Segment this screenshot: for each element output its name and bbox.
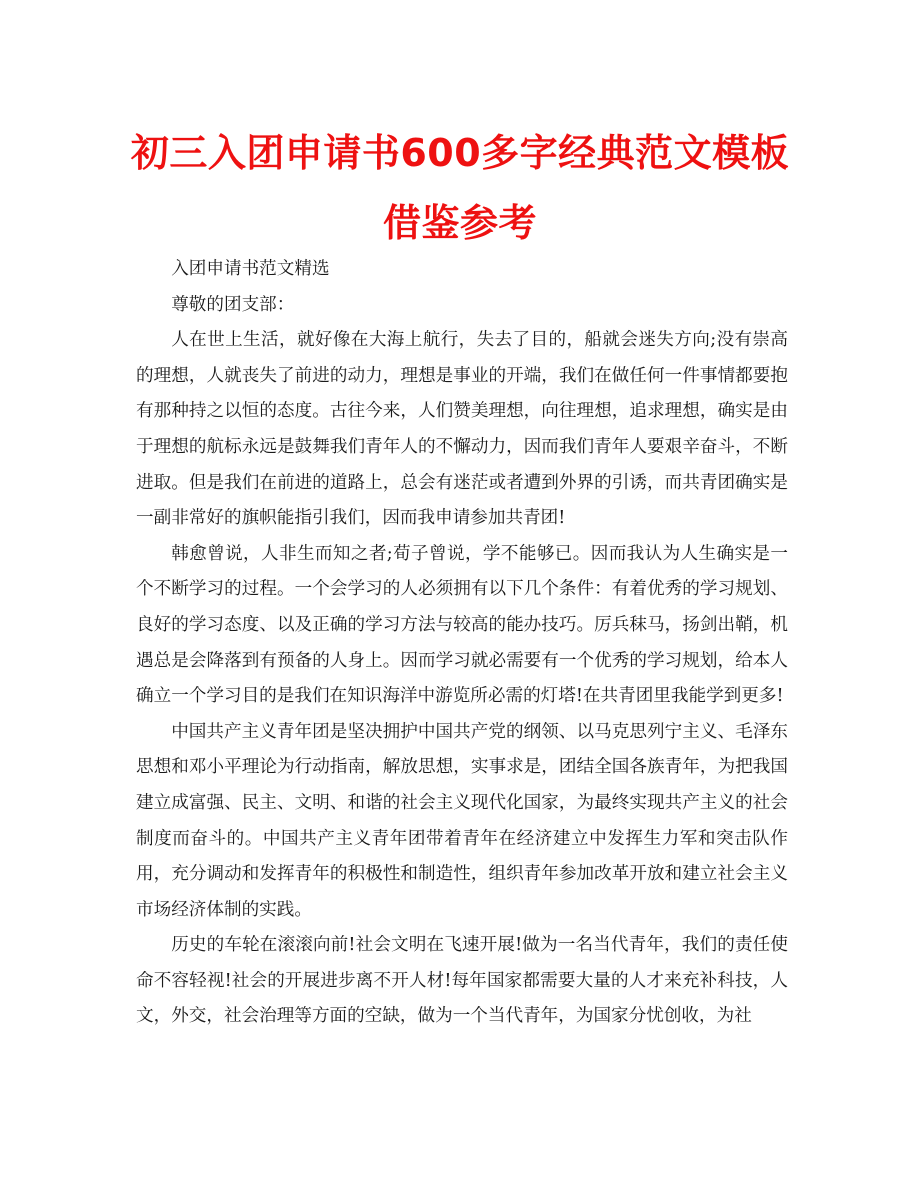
subheading: 入团申请书范文精选 xyxy=(171,259,330,279)
paragraph-2: 韩愈曾说，人非生而知之者;荀子曾说，学不能够已。因而我认为人生确实是一个不断学习的过程。一个会学习的人必须拥有以下几个条件：有着优秀的学习规划、良好的学习态度、以及正确的学习方法与较高的能办技巧。厉兵秣马，扬剑出鞘，机遇总是会降落到有预备的人身上。因而学习就必需要有一个优秀的学习规划，给本人确立一个学习目的是我们在知识海洋中游览所必需的灯塔!在共青团里我能学到更多! xyxy=(136,543,788,707)
document-title: 初三入团申请书600多字经典范文模板借鉴参考 xyxy=(130,131,790,245)
paragraph-3: 中国共产主义青年团是坚决拥护中国共产党的纲领、以马克思列宁主义、毛泽东思想和邓小平理论为行动指南，解放思想，实事求是，团结全国各族青年，为把我国建立成富强、民主、文明、和谐的社会主义现代化国家，为最终实现共产主义的社会制度而奋斗的。中国共产主义青年团带着青年在经济建立中发挥生力军和突击队作用，充分调动和发挥青年的积极性和制造性，组织青年参加改革开放和建立社会主义市场经济体制的实践。 xyxy=(136,721,788,920)
document-body xyxy=(136,252,788,1035)
paragraph-4: 历史的车轮在滚滚向前!社会文明在飞速开展!做为一名当代青年，我们的责任使命不容轻视!社会的开展进步离不开人材!每年国家都需要大量的人才来充补科技，人文，外交，社会治理等方面的空缺，做为一个当代青年，为国家分忧创收，为社 xyxy=(136,935,788,1027)
paragraph-1: 人在世上生活，就好像在大海上航行，失去了目的，船就会迷失方向;没有崇高的理想，人就丧失了前进的动力，理想是事业的开端，我们在做任何一件事情都要抱有那种持之以恒的态度。古往今来，人们赞美理想，向往理想，追求理想，确实是由于理想的航标永远是鼓舞我们青年人的不懈动力，因而我们青年人要艰辛奋斗，不断进取。但是我们在前进的道路上，总会有迷茫或者遭到外界的引诱，而共青团确实是一副非常好的旗帜能指引我们，因而我申请参加共青团! xyxy=(136,330,788,529)
salutation: 尊敬的团支部： xyxy=(171,294,295,315)
